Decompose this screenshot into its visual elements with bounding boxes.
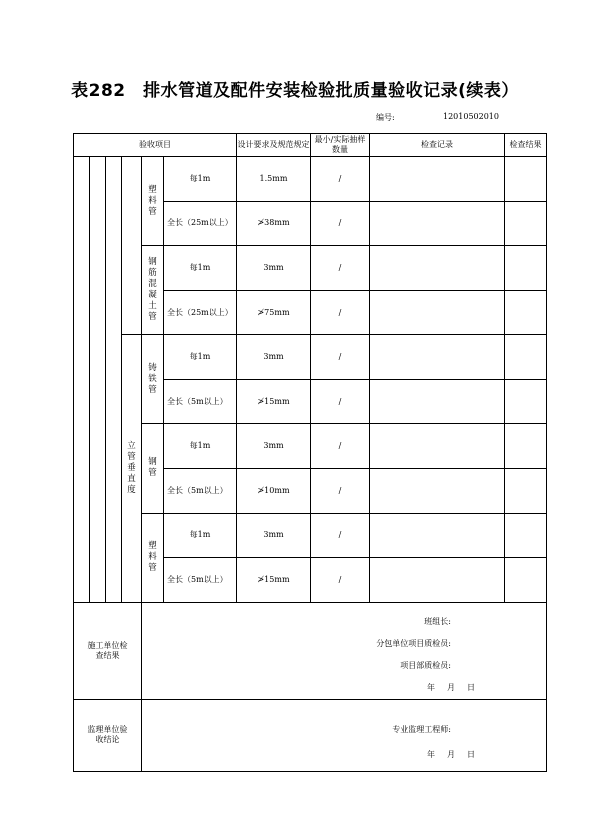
row-desc: 全长（25m以上） <box>164 290 237 335</box>
group-plastic-1: 塑料管 <box>142 157 164 246</box>
row-result[interactable] <box>505 558 547 603</box>
row-spec: ≯38mm <box>237 201 311 246</box>
group-rc: 钢筋混凝土管 <box>142 246 164 335</box>
row-record[interactable] <box>370 468 505 513</box>
col-header-result: 检查结果 <box>505 134 547 157</box>
col-header-spec: 设计要求及规范规定 <box>237 134 311 157</box>
supervision-row <box>74 699 547 771</box>
row-desc: 全长（5m以上） <box>164 468 237 513</box>
row-result[interactable] <box>505 335 547 380</box>
group-plastic-2: 塑料管 <box>142 513 164 602</box>
row-spec: ≯15mm <box>237 558 311 603</box>
code-label: 编号: <box>376 113 395 122</box>
page-title: 表282 排水管道及配件安装检验批质量验收记录(续表） <box>71 81 519 101</box>
col-header-item: 验收项目 <box>74 134 237 157</box>
supervision-signature-area[interactable] <box>142 699 547 771</box>
row-result[interactable] <box>505 290 547 335</box>
row-record[interactable] <box>370 246 505 291</box>
row-record[interactable] <box>370 513 505 558</box>
row-sample: / <box>311 424 370 469</box>
row-spec: 3mm <box>237 335 311 380</box>
row-sample: / <box>311 335 370 380</box>
team-leader-label: 班组长: <box>424 616 451 626</box>
row-desc: 每1m <box>164 424 237 469</box>
row-record[interactable] <box>370 379 505 424</box>
row-desc: 每1m <box>164 335 237 380</box>
table-row <box>74 157 547 202</box>
group-steel: 钢管 <box>142 424 164 513</box>
sub-inspector-label: 分包单位项目质检员: <box>376 638 451 648</box>
row-desc: 每1m <box>164 157 237 202</box>
row-result[interactable] <box>505 246 547 291</box>
dept-inspector-label: 项目部质检员: <box>400 660 451 670</box>
table-row <box>74 424 547 469</box>
blank-col-2 <box>90 157 106 603</box>
row-record[interactable] <box>370 157 505 202</box>
row-result[interactable] <box>505 157 547 202</box>
row-sample: / <box>311 379 370 424</box>
row-desc: 每1m <box>164 513 237 558</box>
row-record[interactable] <box>370 201 505 246</box>
row-sample: / <box>311 468 370 513</box>
table-row <box>74 335 547 380</box>
row-record[interactable] <box>370 290 505 335</box>
row-sample: / <box>311 201 370 246</box>
table-row <box>74 513 547 558</box>
row-result[interactable] <box>505 201 547 246</box>
construction-row <box>74 602 547 699</box>
row-spec: 3mm <box>237 424 311 469</box>
construction-label: 施工单位检查结果 <box>74 602 142 699</box>
row-sample: / <box>311 290 370 335</box>
row-result[interactable] <box>505 468 547 513</box>
supervision-label: 监理单位验收结论 <box>74 699 142 771</box>
supervision-date: 年 月 日 <box>427 749 475 759</box>
row-sample: / <box>311 513 370 558</box>
blank-col-3 <box>106 157 122 603</box>
header-row <box>74 134 547 157</box>
blank-col-4 <box>122 157 142 335</box>
construction-signature-area[interactable] <box>142 602 547 699</box>
row-result[interactable] <box>505 513 547 558</box>
col-header-sample: 最小/实际抽样数量 <box>311 134 370 157</box>
row-sample: / <box>311 246 370 291</box>
group-vertical: 立管垂直度 <box>122 335 142 602</box>
row-desc: 每1m <box>164 246 237 291</box>
row-spec: ≯75mm <box>237 290 311 335</box>
row-spec: ≯10mm <box>237 468 311 513</box>
row-record[interactable] <box>370 558 505 603</box>
row-spec: 1.5mm <box>237 157 311 202</box>
row-record[interactable] <box>370 424 505 469</box>
row-desc: 全长（5m以上） <box>164 379 237 424</box>
row-result[interactable] <box>505 379 547 424</box>
row-record[interactable] <box>370 335 505 380</box>
construction-date: 年 月 日 <box>427 682 475 692</box>
row-spec: ≯15mm <box>237 379 311 424</box>
row-spec: 3mm <box>237 246 311 291</box>
inspection-table <box>73 133 547 772</box>
row-desc: 全长（25m以上） <box>164 201 237 246</box>
code-value: 12010502010 <box>443 112 499 121</box>
blank-col-1 <box>74 157 90 603</box>
row-sample: / <box>311 157 370 202</box>
group-cast-iron: 铸铁管 <box>142 335 164 424</box>
row-sample: / <box>311 558 370 603</box>
row-desc: 全长（5m以上） <box>164 558 237 603</box>
engineer-label: 专业监理工程师: <box>392 724 451 734</box>
row-spec: 3mm <box>237 513 311 558</box>
row-result[interactable] <box>505 424 547 469</box>
col-header-record: 检查记录 <box>370 134 505 157</box>
table-row <box>74 246 547 291</box>
